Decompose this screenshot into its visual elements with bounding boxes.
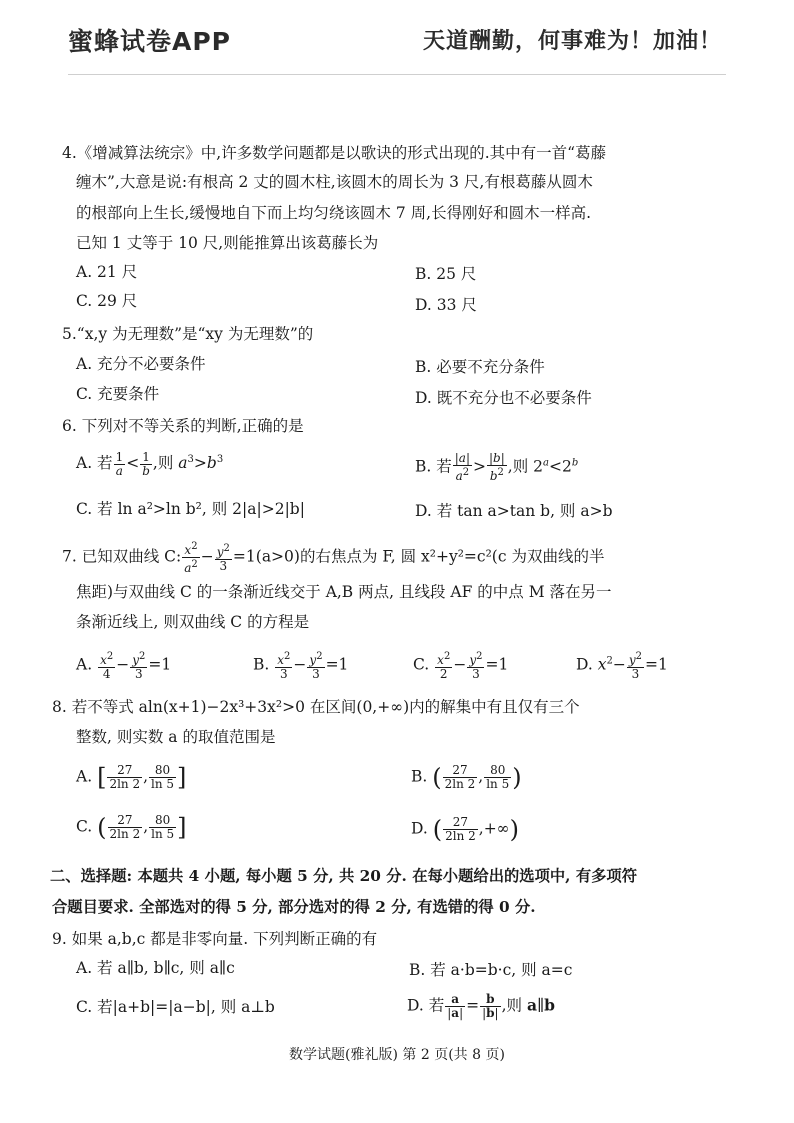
section2-intro-line1: 二、选择题: 本题共 4 小题, 每小题 5 分, 共 20 分. 在每小题给出的选项中, 有多项符 [50,867,638,885]
q7-option-a: A. $\frac{x^2}{4}$ − $\frac{y^2}{3}$ =1 [76,651,172,681]
q7-option-d: D. $x^2-$ $\frac{y^2}{3}$ =1 [576,651,668,681]
q9-option-c: C. 若|a+b|=|a−b|, 则 a⊥b [76,998,275,1016]
page-footer: 数学试题(雅礼版) 第 2 页(共 8 页) [289,1047,505,1063]
q5-option-d: D. 既不充分也不必要条件 [415,389,592,407]
q8-stem-line2: 整数, 则实数 a 的取值范围是 [76,728,276,746]
q5-stem: 5.“x,y 为无理数”是“xy 为无理数”的 [62,325,314,343]
q4-option-c: C. 29 尺 [76,292,138,310]
section2-intro-line2: 合题目要求. 全部选对的得 5 分, 部分选对的得 2 分, 有选错的得 0 分. [52,898,536,916]
q7-option-b: B. $\frac{x^2}{3}$ − $\frac{y^2}{3}$ =1 [253,651,349,681]
q7-lead: 7. 已知双曲线 C: [62,547,182,566]
q6-option-a: A. 若 $\frac{1}{a}$ < $\frac{1}{b}$ ,则 $a^3>b^3$ [76,449,224,478]
q8-option-b: B. ( $\frac{27}{2\ln 2}$ , $\frac{80}{\ln 5}$ ) [411,763,522,792]
q8-option-a: A. [ $\frac{27}{2\ln 2}$ , $\frac{80}{\ln 5}$ ] [76,763,187,792]
q6-option-c: C. 若 ln a²>ln b², 则 2|a|>2|b| [76,500,305,518]
q9-stem: 9. 如果 a,b,c 都是非零向量. 下列判断正确的有 [52,930,378,948]
q4-stem-line2: 缠木”,大意是说:有根高 2 丈的圆木柱,该圆木的周长为 3 尺,有根葛藤从圆木 [76,173,593,191]
q7-stem-line3: 条渐近线上, 则双曲线 C 的方程是 [76,613,310,631]
q5-option-a: A. 充分不必要条件 [76,355,206,373]
q6-option-d: D. 若 tan a>tan b, 则 a>b [415,502,613,520]
q4-option-a: A. 21 尺 [76,263,138,281]
brand-title: 蜜蜂试卷APP [68,27,231,56]
q4-option-d: D. 33 尺 [415,296,477,314]
q9-option-a: A. 若 a∥b, b∥c, 则 a∥c [76,959,235,977]
q6-stem: 6. 下列对不等关系的判断,正确的是 [62,417,304,435]
q4-stem-line4: 已知 1 丈等于 10 尺,则能推算出该葛藤长为 [76,234,379,252]
q8-option-c: C. ( $\frac{27}{2\ln 2}$ , $\frac{80}{\ln 5}$ ] [76,813,187,842]
q4-stem-line1: 4.《增减算法统宗》中,许多数学问题都是以歌诀的形式出现的.其中有一首“葛藤 [62,144,607,162]
q5-option-c: C. 充要条件 [76,385,160,403]
q9-option-d: D. 若 $\frac{a}{|a|}$ = $\frac{b}{|b|}$ ,则 a∥b [407,992,556,1020]
q7-rest: =1(a>0)的右焦点为 F, 圆 x²+y²=c²(c 为双曲线的半 [232,547,605,566]
q4-stem-line3: 的根部向上生长,缓慢地自下而上均匀绕该圆木 7 周,长得刚好和圆木一样高. [76,204,591,222]
q4-option-b: B. 25 尺 [415,265,477,283]
q6-option-b: B. 若 $\frac{|a|}{a^2}$ > $\frac{|b|}{b^2}$ ,则 $2^a<2^b$ [415,451,579,483]
q5-option-b: B. 必要不充分条件 [415,358,545,376]
q8-option-d: D. ( $\frac{27}{2\ln 2}$ ,+∞) [411,815,519,844]
header-slogan: 天道酬勤，何事难为！加油！ [422,29,722,54]
q8-stem-line1: 8. 若不等式 aln(x+1)−2x³+3x²>0 在区间(0,+∞)内的解集中有且仅有三个 [52,698,580,716]
q7-stem-line2: 焦距)与双曲线 C 的一条渐近线交于 A,B 两点, 且线段 AF 的中点 M 落在另一 [76,583,612,601]
q9-option-b: B. 若 a·b=b·c, 则 a=c [409,961,573,979]
q7-option-c: C. $\frac{x^2}{2}$ − $\frac{y^2}{3}$ =1 [413,651,509,681]
page-header [0,0,794,78]
q7-stem-line1: 7. 已知双曲线 C: $\frac{x^2}{a^2}$ − $\frac{y^2}{3}$ =1(a>0)的右焦点为 F, 圆 x²+y²=c²(c 为双曲线的半 [62,541,605,575]
header-divider [68,74,726,75]
